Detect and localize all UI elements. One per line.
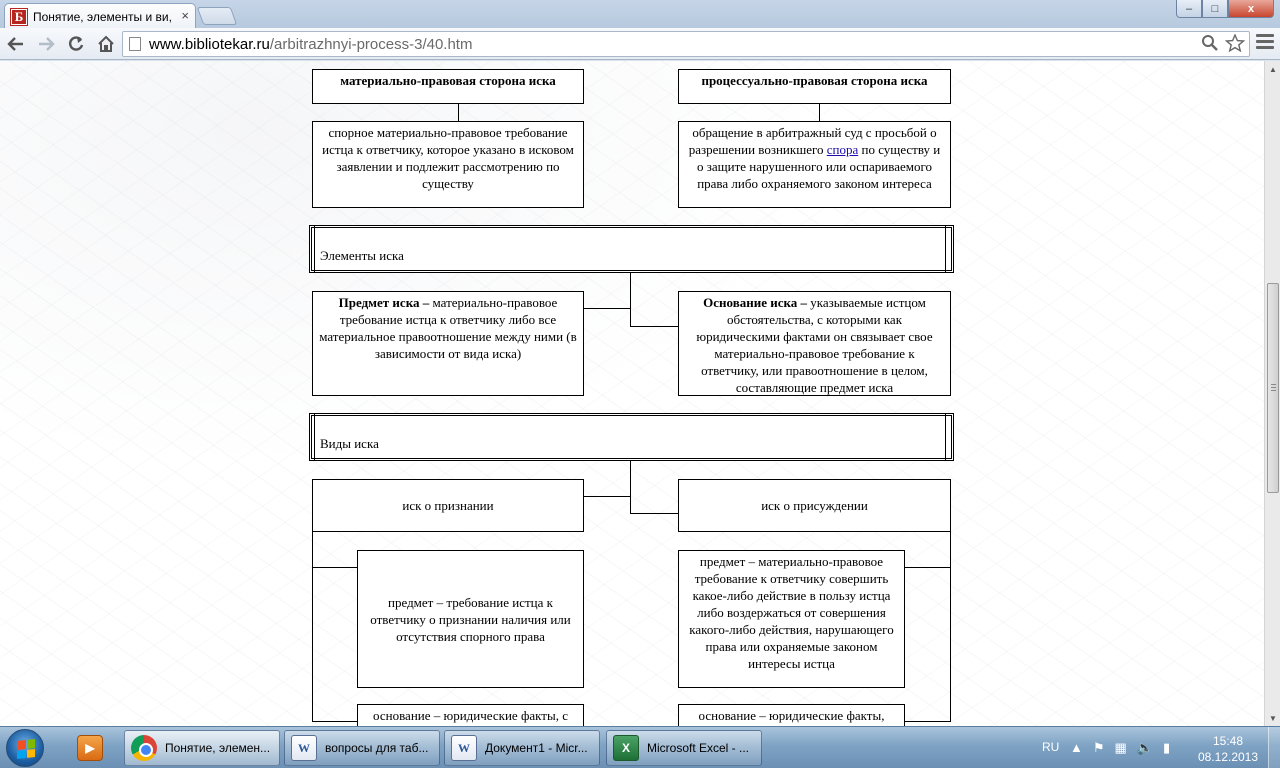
taskbar-item-word-document1[interactable]	[444, 730, 600, 766]
home-icon	[97, 35, 115, 53]
url-text[interactable]	[149, 36, 472, 53]
spor-link[interactable]: спора	[826, 142, 859, 157]
material-side-description: спорное материально-правовое требование истца к ответчику, которое указано в исковом заявлении и подлежит рассмотрению по существу	[312, 121, 584, 208]
subject-of-claim-box	[312, 291, 584, 396]
taskbar-item-excel[interactable]	[606, 730, 762, 766]
recognition-subject-box: предмет – требование истца к ответчику о признании наличия или отсутствия спорного права	[357, 550, 584, 688]
chrome-icon	[131, 735, 157, 761]
forward-arrow-icon	[37, 36, 55, 52]
connector	[458, 104, 459, 121]
page-viewport	[0, 61, 1264, 726]
site-favicon-icon: Б	[11, 9, 27, 25]
connector	[312, 721, 358, 722]
procedural-side-title: процессуально-правовая сторона иска	[678, 69, 951, 104]
material-side-title: материально-правовая сторона иска	[312, 69, 584, 104]
recognition-ground-box: основание – юридические факты, с	[357, 704, 584, 726]
address-bar[interactable]	[122, 31, 1250, 57]
page-icon	[129, 37, 141, 51]
procedural-description-text: обращение в арбитражный суд с просьбой о разрешении возникшего спора по существу и о защите нарушенного или оспариваемого права либо охраняемого законом интереса	[688, 125, 941, 191]
taskbar-item-chrome[interactable]	[124, 730, 280, 766]
home-button[interactable]	[92, 31, 120, 57]
connector	[630, 326, 678, 327]
scrollbar-thumb[interactable]	[1267, 283, 1279, 493]
excel-icon: X	[613, 735, 639, 761]
connector	[584, 308, 631, 309]
chrome-menu-icon[interactable]	[1256, 34, 1274, 52]
connector	[630, 461, 631, 514]
award-ground-box: основание – юридические факты,	[678, 704, 905, 726]
ground-of-claim-box	[678, 291, 951, 396]
connector	[312, 567, 358, 568]
connector	[630, 273, 631, 327]
connector	[904, 567, 951, 568]
window-controls	[1176, 0, 1274, 18]
scroll-down-icon[interactable]: ▼	[1269, 713, 1277, 723]
clock-date: 08.12.2013	[1197, 750, 1259, 764]
connector	[630, 513, 678, 514]
close-window-button[interactable]: x	[1228, 0, 1274, 18]
clock-time: 15:48	[1212, 734, 1244, 748]
taskbar-item-label: Microsoft Excel - ...	[647, 741, 750, 755]
system-clock[interactable]	[1196, 733, 1260, 765]
volume-icon[interactable]: 🔈	[1136, 740, 1154, 755]
reload-icon	[67, 35, 85, 53]
back-arrow-icon	[7, 36, 25, 52]
url-host: www.bibliotekar.ru	[149, 35, 270, 53]
start-button[interactable]	[6, 729, 44, 767]
title-bar	[0, 0, 1280, 28]
award-subject-box: предмет – материально-правовое требование к ответчику совершить какое-либо действие в пользу истца либо воздержаться от совершения какого-либо действия, нарушающего права или охраняемые законом интересы истца	[678, 550, 905, 688]
minimize-button[interactable]: –	[1176, 0, 1202, 18]
vertical-scrollbar[interactable]	[1264, 61, 1280, 726]
action-center-flag-icon[interactable]: ⚑	[1092, 740, 1105, 755]
taskbar-item-word-questions[interactable]	[284, 730, 440, 766]
connector	[584, 496, 631, 497]
tab-title: Понятие, элементы и ви,	[33, 9, 172, 24]
show-hidden-icons-icon[interactable]: ▲	[1070, 740, 1083, 755]
maximize-button[interactable]: □	[1202, 0, 1228, 18]
url-path: /arbitrazhnyi-process-3/40.htm	[269, 35, 473, 53]
connector	[819, 104, 820, 121]
word-icon: W	[291, 735, 317, 761]
procedural-side-description	[678, 121, 951, 208]
types-header	[309, 413, 954, 461]
browser-toolbar	[0, 28, 1280, 60]
ground-of-claim-text: Основание иска – указываемые истцом обстоятельства, с которыми как юридическими фактами он связывает свое материально-правовое требование к ответчику, или правоотношение в целом, составляющие предмет иска	[696, 295, 933, 395]
recognition-claim-box: иск о признании	[312, 479, 584, 532]
windows-logo-icon	[17, 739, 35, 759]
elements-header-text: Элементы иска	[320, 248, 404, 263]
types-header-text: Виды иска	[320, 436, 379, 451]
forward-button[interactable]	[32, 31, 60, 57]
network-icon[interactable]: ▦	[1114, 740, 1127, 755]
media-player-pinned[interactable]	[70, 730, 110, 766]
connector	[904, 721, 951, 722]
grip-icon	[1271, 384, 1276, 393]
word-icon: W	[451, 735, 477, 761]
subject-of-claim-text: Предмет иска – материально-правовое требование истца к ответчику либо все материальное правоотношение между ними (в зависимости от вида иска)	[319, 295, 577, 361]
award-claim-box: иск о присуждении	[678, 479, 951, 532]
show-desktop-button[interactable]	[1268, 727, 1280, 768]
taskbar-item-label: Понятие, элемен...	[165, 741, 271, 755]
back-button[interactable]	[2, 31, 30, 57]
language-indicator[interactable]: RU	[1042, 740, 1060, 754]
power-icon[interactable]: ▮	[1163, 740, 1171, 755]
taskbar-item-label: вопросы для таб...	[325, 741, 429, 755]
tab-close-icon[interactable]: ×	[181, 8, 189, 23]
reload-button[interactable]	[62, 31, 90, 57]
new-tab-button[interactable]	[197, 7, 238, 25]
system-tray	[1070, 740, 1170, 756]
connector	[950, 532, 951, 722]
zoom-icon[interactable]	[1201, 34, 1219, 52]
bookmark-star-icon[interactable]	[1225, 34, 1245, 52]
media-player-icon: ▶	[77, 735, 103, 761]
scroll-up-icon[interactable]: ▲	[1269, 64, 1277, 74]
taskbar-item-label: Документ1 - Micr...	[485, 741, 588, 755]
elements-header	[309, 225, 954, 273]
omnibox-actions	[1201, 34, 1245, 52]
connector	[312, 532, 313, 722]
windows-taskbar	[0, 726, 1280, 768]
browser-tab[interactable]	[4, 3, 196, 29]
